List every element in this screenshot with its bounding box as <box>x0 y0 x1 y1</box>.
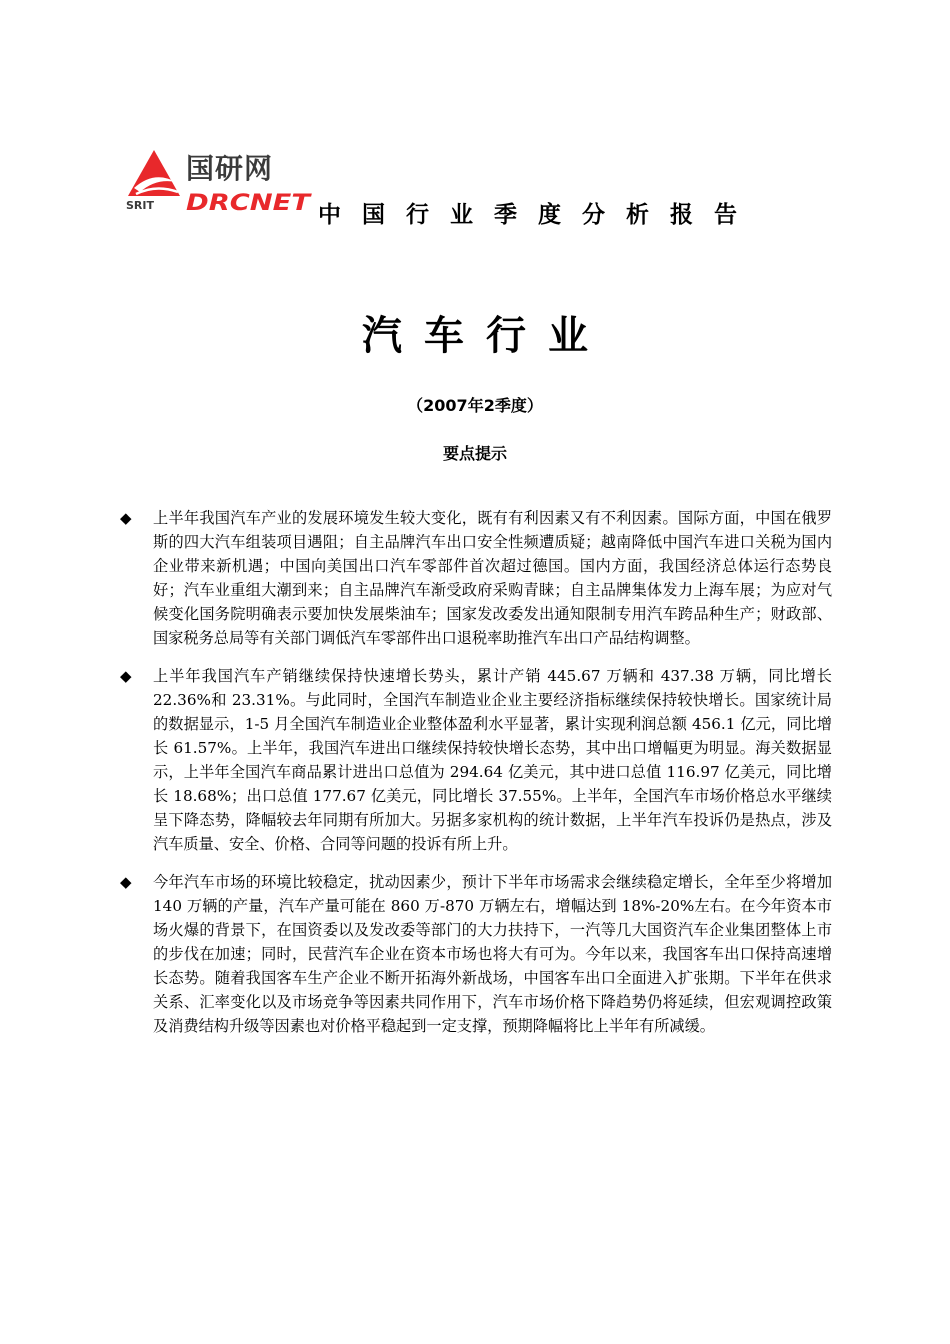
logo-en-name: DRCNET <box>186 191 312 214</box>
key-point-text: 上半年我国汽车产业的发展环境发生较大变化，既有有利因素又有不利因素。国际方面，中国在俄罗斯的四大汽车组装项目遇阻；自主品牌汽车出口安全性频遭质疑；越南降低中国汽车进口关税为国内企业带来新机遇；中国向美国出口汽车零部件首次超过德国。国内方面，我国经济总体运行态势良好；汽车业重组大潮到来；自主品牌汽车渐受政府采购青睐；自主品牌集体发力上海车展；为应对气候变化国务院明确表示要加快发展柴油车；国家发改委发出通知限制专用汽车跨品种生产；财政部、国家税务总局等有关部门调低汽车零部件出口退税率助推汽车出口产品结构调整。 <box>153 509 832 647</box>
key-point-text: 上半年我国汽车产销继续保持快速增长势头，累计产销 445.67 万辆和 437.38 万辆，同比增长 22.36%和 23.31%。与此同时，全国汽车制造业企业主要经济指标继续保持较快增长。国家统计局的数据显示，1-5 月全国汽车制造业企业整体盈利水平显著，累计实现利润总额 456.1 亿元，同比增长 61.57%。上半年，我国汽车进出口继续保持较快增长态势，其中出口增幅更为明显。海关数据显示，上半年全国汽车商品累计进出口总值为 294.64 亿美元，其中进口总值 116.97 亿美元，同比增长 18.68%；出口总值 177.67 亿美元，同比增长 37.55%。上半年，全国汽车市场价格总水平继续呈下降态势，降幅较去年同期有所加大。另据多家机构的统计数据，上半年汽车投诉仍是热点，涉及汽车质量、安全、价格、合同等问题的投诉有所上升。 <box>153 667 832 853</box>
key-point-item <box>120 664 832 856</box>
key-point-item <box>120 870 832 1038</box>
logo-cn-name: 国研网 <box>186 152 274 185</box>
logo-sub-name: SRIT <box>126 199 154 212</box>
report-series-title: 中国行业季度分析报告 <box>318 202 758 228</box>
diamond-bullet-icon: ◆ <box>120 509 132 527</box>
drcnet-logo-graphic <box>126 148 312 214</box>
key-point-text: 今年汽车市场的环境比较稳定，扰动因素少，预计下半年市场需求会继续稳定增长，全年至少将增加 140 万辆的产量，汽车产量可能在 860 万-870 万辆左右，增幅达到 18%-20%左右。在今年资本市场火爆的背景下，在国资委以及发改委等部门的大力扶持下，一汽等几大国资汽车企业集团整体上市的步伐在加速；同时，民营汽车企业在资本市场也将大有可为。今年以来，我国客车出口保持高速增长态势。随着我国客车生产企业不断开拓海外新战场，中国客车出口全面进入扩张期。下半年在供求关系、汇率变化以及市场竞争等因素共同作用下，汽车市场价格下降趋势仍将延续，但宏观调控政策及消费结构升级等因素也对价格平稳起到一定支撑，预期降幅将比上半年有所减缓。 <box>153 873 832 1035</box>
key-points-heading: 要点提示 <box>442 444 507 463</box>
key-points-list <box>120 506 832 1052</box>
diamond-bullet-icon: ◆ <box>120 667 132 685</box>
drcnet-logo <box>126 148 312 214</box>
page-title: 汽车行业 <box>362 313 610 359</box>
key-point-item <box>120 506 832 650</box>
report-period: （2007年2季度） <box>407 396 543 415</box>
diamond-bullet-icon: ◆ <box>120 873 132 891</box>
